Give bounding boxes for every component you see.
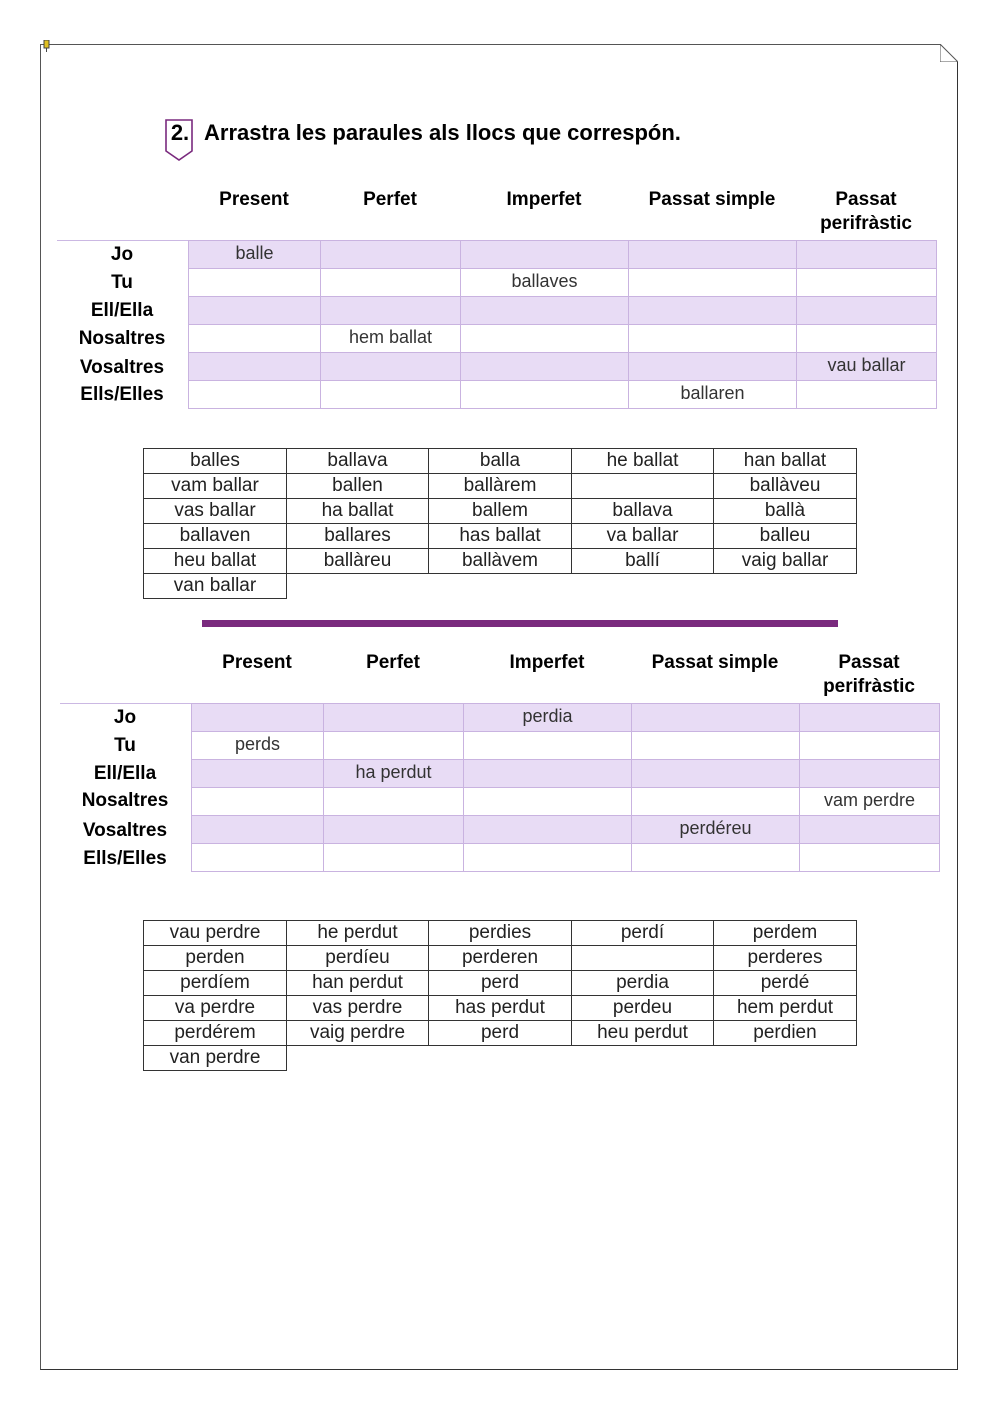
word-chip[interactable]: perdé — [714, 971, 857, 996]
word-bank-row — [144, 946, 857, 971]
drop-cell[interactable] — [629, 297, 797, 325]
section-divider — [202, 620, 838, 627]
word-chip[interactable]: balles — [144, 449, 287, 474]
header-passat: Passat — [835, 189, 897, 210]
header-passat-simple: Passat simple — [648, 189, 776, 210]
drop-cell[interactable] — [324, 732, 464, 760]
word-bank-perdre — [143, 920, 857, 1071]
drop-cell[interactable] — [464, 732, 632, 760]
word-chip[interactable]: perd — [429, 971, 572, 996]
word-chip[interactable]: has ballat — [429, 524, 572, 549]
bank-spacer — [714, 574, 857, 599]
word-chip[interactable]: ballàveu — [714, 474, 857, 499]
drop-cell[interactable] — [629, 269, 797, 297]
drop-cell[interactable] — [464, 760, 632, 788]
drop-cell[interactable] — [321, 241, 461, 269]
word-chip[interactable]: ballava — [572, 499, 714, 524]
word-chip[interactable]: perdíem — [144, 971, 287, 996]
drop-cell[interactable] — [189, 325, 321, 353]
drop-cell[interactable] — [189, 353, 321, 381]
word-bank-row — [144, 449, 857, 474]
header-perifrastic: perifràstic — [820, 213, 912, 234]
bank-spacer — [714, 1046, 857, 1071]
pronoun-vosaltres: Vosaltres — [79, 357, 165, 378]
bank-spacer — [287, 1046, 429, 1071]
pronoun-ells-elles: Ells/Elles — [80, 384, 164, 405]
header-present: Present — [219, 189, 289, 210]
drop-cell[interactable] — [464, 816, 632, 844]
word-chip[interactable]: ballem — [429, 499, 572, 524]
word-chip[interactable]: van perdre — [144, 1046, 287, 1071]
word-bank-row — [144, 1046, 857, 1071]
drop-cell[interactable] — [632, 788, 800, 816]
drop-cell[interactable] — [324, 704, 464, 732]
table-row — [189, 381, 937, 409]
word-chip[interactable]: ballí — [572, 549, 714, 574]
word-chip[interactable]: has perdut — [429, 996, 572, 1021]
drop-cell[interactable] — [189, 269, 321, 297]
table-row — [192, 844, 940, 872]
drop-cell[interactable] — [797, 297, 937, 325]
exercise-instruction: Arrastra les paraules als llocs que correspón. — [204, 120, 681, 145]
word-chip[interactable]: van ballar — [144, 574, 287, 599]
drop-cell[interactable] — [321, 381, 461, 409]
table-row — [192, 704, 940, 732]
drop-cell[interactable] — [321, 269, 461, 297]
table-row — [189, 241, 937, 269]
drop-cell[interactable] — [629, 325, 797, 353]
word-chip[interactable]: va ballar — [572, 524, 714, 549]
table-row — [189, 353, 937, 381]
word-bank-row — [144, 996, 857, 1021]
drop-cell[interactable] — [800, 844, 940, 872]
bank-spacer — [429, 1046, 572, 1071]
word-chip[interactable]: perdies — [429, 921, 572, 946]
word-chip[interactable]: va perdre — [144, 996, 287, 1021]
pronoun-nosaltres: Nosaltres — [81, 790, 169, 811]
word-bank-row — [144, 921, 857, 946]
word-chip[interactable]: balla — [429, 449, 572, 474]
word-bank-row — [144, 1021, 857, 1046]
pronoun-ell-ella: Ell/Ella — [93, 763, 157, 784]
drop-cell[interactable]: ha perdut — [324, 760, 464, 788]
drop-cell[interactable]: vau ballar — [797, 353, 937, 381]
drop-cell[interactable] — [324, 788, 464, 816]
word-chip[interactable]: hem perdut — [714, 996, 857, 1021]
header-passat: Passat — [838, 652, 900, 673]
drop-cell[interactable] — [192, 760, 324, 788]
drop-cell[interactable] — [321, 353, 461, 381]
word-bank-row — [144, 499, 857, 524]
drop-cell[interactable]: perdéreu — [632, 816, 800, 844]
word-chip[interactable]: perdí — [572, 921, 714, 946]
header-imperfet: Imperfet — [509, 652, 585, 673]
drop-cell[interactable] — [324, 844, 464, 872]
word-bank-row — [144, 971, 857, 996]
drop-cell[interactable] — [464, 788, 632, 816]
word-bank-row — [144, 574, 857, 599]
drop-cell[interactable] — [189, 381, 321, 409]
bank-spacer — [287, 574, 429, 599]
drop-cell[interactable]: vam perdre — [800, 788, 940, 816]
table-row — [189, 297, 937, 325]
word-chip[interactable]: ha ballat — [287, 499, 429, 524]
pronoun-jo: Jo — [113, 707, 137, 728]
table-row — [192, 760, 940, 788]
drop-cell[interactable] — [192, 844, 324, 872]
word-chip[interactable]: vas ballar — [144, 499, 287, 524]
bank-spacer — [572, 1046, 714, 1071]
header-perfet: Perfet — [366, 652, 420, 673]
pronoun-jo: Jo — [110, 244, 134, 265]
word-chip[interactable]: ballàrem — [429, 474, 572, 499]
word-bank-row — [144, 474, 857, 499]
word-chip[interactable]: vau perdre — [144, 921, 287, 946]
pronoun-tu: Tu — [111, 272, 133, 293]
word-chip[interactable]: perdeu — [572, 996, 714, 1021]
word-chip-empty[interactable] — [572, 474, 714, 499]
word-bank-ballar — [143, 448, 857, 599]
table-row — [192, 732, 940, 760]
word-chip[interactable]: han ballat — [714, 449, 857, 474]
drop-cell[interactable] — [632, 732, 800, 760]
table-row — [189, 325, 937, 353]
pronoun-nosaltres: Nosaltres — [78, 328, 166, 349]
drop-cell[interactable] — [800, 732, 940, 760]
word-chip[interactable]: vam ballar — [144, 474, 287, 499]
exercise-number: 2. — [170, 120, 190, 145]
word-chip[interactable]: ballaven — [144, 524, 287, 549]
drop-cell[interactable] — [461, 241, 629, 269]
drop-cell[interactable] — [192, 816, 324, 844]
word-chip[interactable]: heu ballat — [144, 549, 287, 574]
drop-cell[interactable]: perds — [192, 732, 324, 760]
word-chip[interactable]: vaig perdre — [287, 1021, 429, 1046]
drop-cell[interactable] — [461, 381, 629, 409]
word-chip[interactable]: heu perdut — [572, 1021, 714, 1046]
word-chip[interactable]: han perdut — [287, 971, 429, 996]
word-chip[interactable]: ballen — [287, 474, 429, 499]
word-chip[interactable]: vaig ballar — [714, 549, 857, 574]
word-chip[interactable]: vas perdre — [287, 996, 429, 1021]
word-chip[interactable]: ballava — [287, 449, 429, 474]
drop-cell[interactable] — [632, 844, 800, 872]
pronoun-ell-ella: Ell/Ella — [90, 300, 154, 321]
pronoun-tu: Tu — [114, 735, 136, 756]
word-chip[interactable]: perdia — [572, 971, 714, 996]
drop-cell[interactable] — [800, 760, 940, 788]
drop-cell[interactable]: balle — [189, 241, 321, 269]
bank-spacer — [572, 574, 714, 599]
drop-cell[interactable] — [324, 816, 464, 844]
drop-cell[interactable] — [464, 844, 632, 872]
drop-cell[interactable] — [797, 241, 937, 269]
drop-cell[interactable] — [192, 704, 324, 732]
pronoun-vosaltres: Vosaltres — [82, 820, 168, 841]
word-chip[interactable]: perdien — [714, 1021, 857, 1046]
drop-cell[interactable] — [797, 381, 937, 409]
drop-cell[interactable] — [800, 816, 940, 844]
word-chip[interactable]: ballàreu — [287, 549, 429, 574]
drop-cell[interactable]: ballaves — [461, 269, 629, 297]
drop-cell[interactable] — [189, 297, 321, 325]
word-chip-empty[interactable] — [572, 946, 714, 971]
table-row — [192, 816, 940, 844]
drop-cell[interactable] — [797, 269, 937, 297]
drop-cell[interactable]: ballaren — [629, 381, 797, 409]
word-bank-row — [144, 549, 857, 574]
drop-cell[interactable] — [461, 297, 629, 325]
word-chip[interactable]: balleu — [714, 524, 857, 549]
word-chip[interactable]: perderes — [714, 946, 857, 971]
drop-cell[interactable]: hem ballat — [321, 325, 461, 353]
drop-cell[interactable] — [321, 297, 461, 325]
header-passat-simple: Passat simple — [651, 652, 779, 673]
conjugation-table-ballar — [188, 240, 937, 409]
pronoun-ells-elles: Ells/Elles — [83, 848, 167, 869]
word-chip[interactable]: perdem — [714, 921, 857, 946]
drop-cell[interactable] — [632, 704, 800, 732]
word-chip[interactable]: perden — [144, 946, 287, 971]
header-present: Present — [222, 652, 292, 673]
word-chip[interactable]: perd — [429, 1021, 572, 1046]
word-chip[interactable]: he perdut — [287, 921, 429, 946]
word-chip[interactable]: ballà — [714, 499, 857, 524]
table-row — [189, 269, 937, 297]
drop-cell[interactable] — [800, 704, 940, 732]
drop-cell[interactable] — [461, 325, 629, 353]
drop-cell[interactable] — [632, 760, 800, 788]
drop-cell[interactable] — [629, 241, 797, 269]
word-chip[interactable]: ballares — [287, 524, 429, 549]
pin-icon — [42, 40, 51, 52]
drop-cell[interactable] — [629, 353, 797, 381]
drop-cell[interactable] — [461, 353, 629, 381]
drop-cell[interactable] — [797, 325, 937, 353]
table-row — [192, 788, 940, 816]
word-bank-row — [144, 524, 857, 549]
bank-spacer — [429, 574, 572, 599]
word-chip[interactable]: perderen — [429, 946, 572, 971]
word-chip[interactable]: ballàvem — [429, 549, 572, 574]
word-chip[interactable]: perdíeu — [287, 946, 429, 971]
conjugation-table-perdre — [191, 703, 940, 872]
header-imperfet: Imperfet — [506, 189, 582, 210]
word-chip[interactable]: perdérem — [144, 1021, 287, 1046]
header-perfet: Perfet — [363, 189, 417, 210]
header-perifrastic: perifràstic — [823, 676, 915, 697]
word-chip[interactable]: he ballat — [572, 449, 714, 474]
page-fold-corner — [940, 44, 958, 62]
drop-cell[interactable] — [192, 788, 324, 816]
drop-cell[interactable]: perdia — [464, 704, 632, 732]
